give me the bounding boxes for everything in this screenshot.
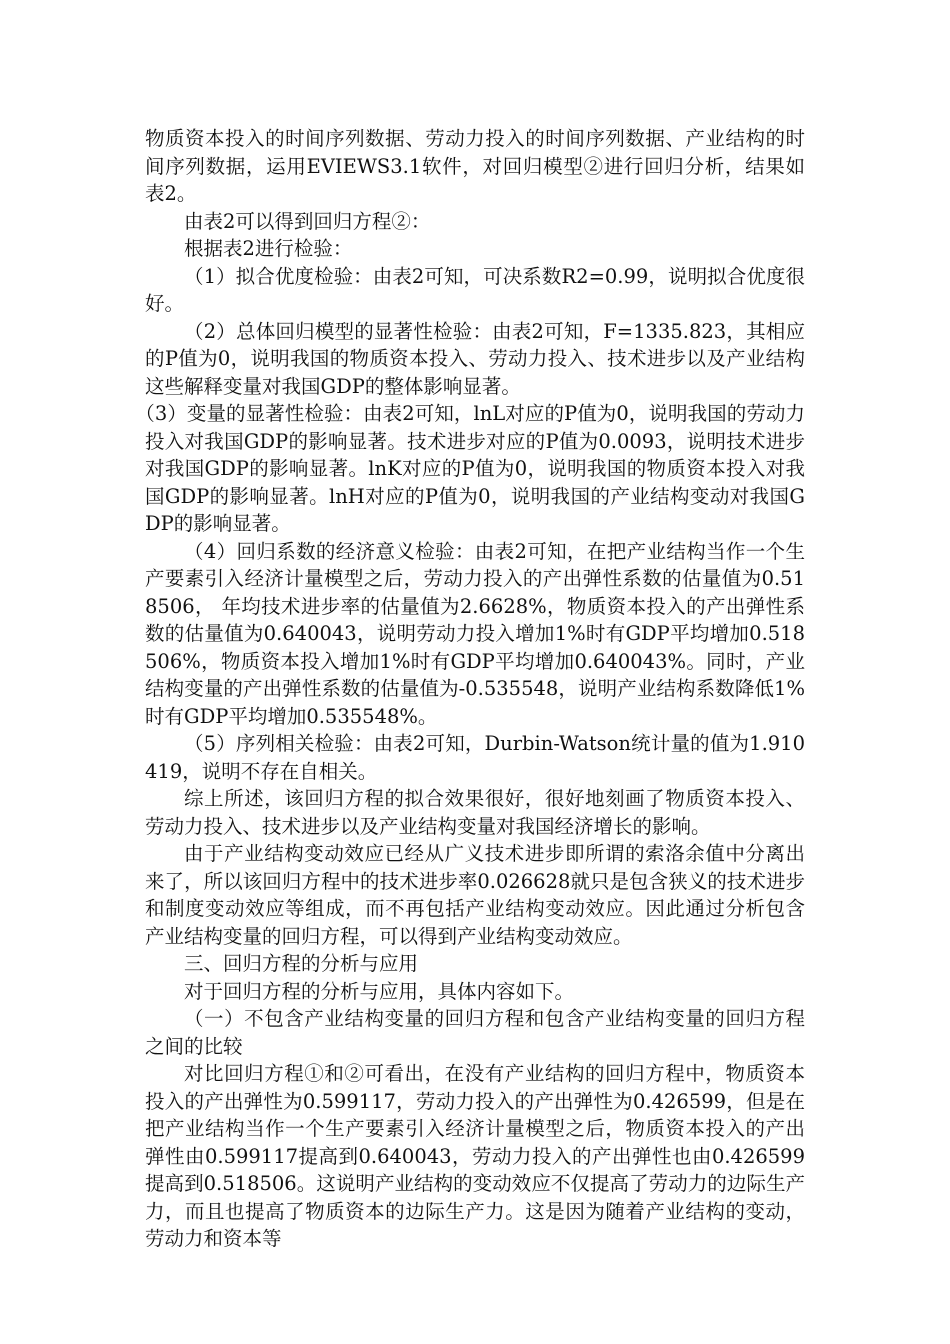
paragraph-test-intro: 根据表2进行检验： (184, 237, 353, 260)
paragraph-significance-test: （2）总体回归模型的显著性检验：由表2可知，F=1335.823，其相应的P值为0，说明我国的物质资本投入、劳动力投入、技术进步以及产业结构这些解释变量对我国GDP的整体影响显著。 (145, 319, 805, 398)
subsection-heading-comparison: （一）不包含产业结构变量的回归方程和包含产业结构变量的回归方程之间的比较 (145, 1007, 805, 1058)
paragraph-comparison: 对比回归方程①和②可看出，在没有产业结构的回归方程中，物质资本投入的产出弹性为0.599117，劳动力投入的产出弹性为0.426599，但是在把产业结构当作一个生产要素引入经济计量模型之后，物质资本投入的产出弹性由0.599117提高到0.640043，劳动力投入的产出弹性也由0.426599提高到0.518506。这说明产业结构的变动效应不仅提高了劳动力的边际生产力，而且也提高了物质资本的边际生产力。这是因为随着产业结构的变动，劳动力和资本等 (145, 1062, 805, 1250)
paragraph-variable-test: （3）变量的显著性检验：由表2可知，lnL对应的P值为0，说明我国的劳动力投入对我国GDP的影响显著。技术进步对应的P值为0.0093，说明技术进步对我国GDP的影响显著。lnK对应的P值为0，说明我国的物质资本投入对我国GDP的影响显著。lnH对应的P值为0，说明我国的产业结构变动对我国GDP的影响显著。 (135, 402, 805, 535)
paragraph-equation-2: 由表2可以得到回归方程②： (184, 209, 431, 233)
paragraph-structure-effect: 由于产业结构变动效应已经从广义技术进步即所谓的索洛余值中分离出来了，所以该回归方程中的技术进步率0.026628就只是包含狭义的技术进步和制度变动效应等组成，而不再包括产业结构变动效应。因此通过分析包含产业结构变量的回归方程，可以得到产业结构变动效应。 (145, 842, 805, 948)
paragraph-economic-test: （4）回归系数的经济意义检验：由表2可知，在把产业结构当作一个生产要素引入经济计量模型之后，劳动力投入的产出弹性系数的估量值为0.518506， 年均技术进步率的估量值为2.6628%，物质资本投入的产出弹性系数的估量值为0.640043，说明劳动力投入增加1%时有GDP平均增加0.518506%，物质资本投入增加1%时有GDP平均增加0.640043%。同时，产业结构变量的产出弹性系数的估量值为-0.535548，说明产业结构系数降低1%时有GDP平均增加0.535548%。 (145, 539, 805, 728)
paragraph-data-intro: 物质资本投入的时间序列数据、劳动力投入的时间序列数据、产业结构的时间序列数据，运用EVIEWS3.1软件，对回归模型②进行回归分析，结果如表2。 (145, 127, 805, 205)
section-heading-analysis: 三、回归方程的分析与应用 (184, 952, 419, 975)
paragraph-analysis-intro: 对于回归方程的分析与应用，具体内容如下。 (184, 979, 575, 1003)
document-body (135, 125, 805, 1253)
paragraph-fit-test: （1）拟合优度检验：由表2可知，可决系数R2=0.99，说明拟合优度很好。 (145, 264, 805, 315)
paragraph-summary: 综上所述，该回归方程的拟合效果很好，很好地刻画了物质资本投入、劳动力投入、技术进步以及产业结构变量对我国经济增长的影响。 (145, 787, 805, 838)
paragraph-autocorrelation-test: （5）序列相关检验：由表2可知，Durbin-Watson统计量的值为1.910419，说明不存在自相关。 (145, 732, 805, 783)
